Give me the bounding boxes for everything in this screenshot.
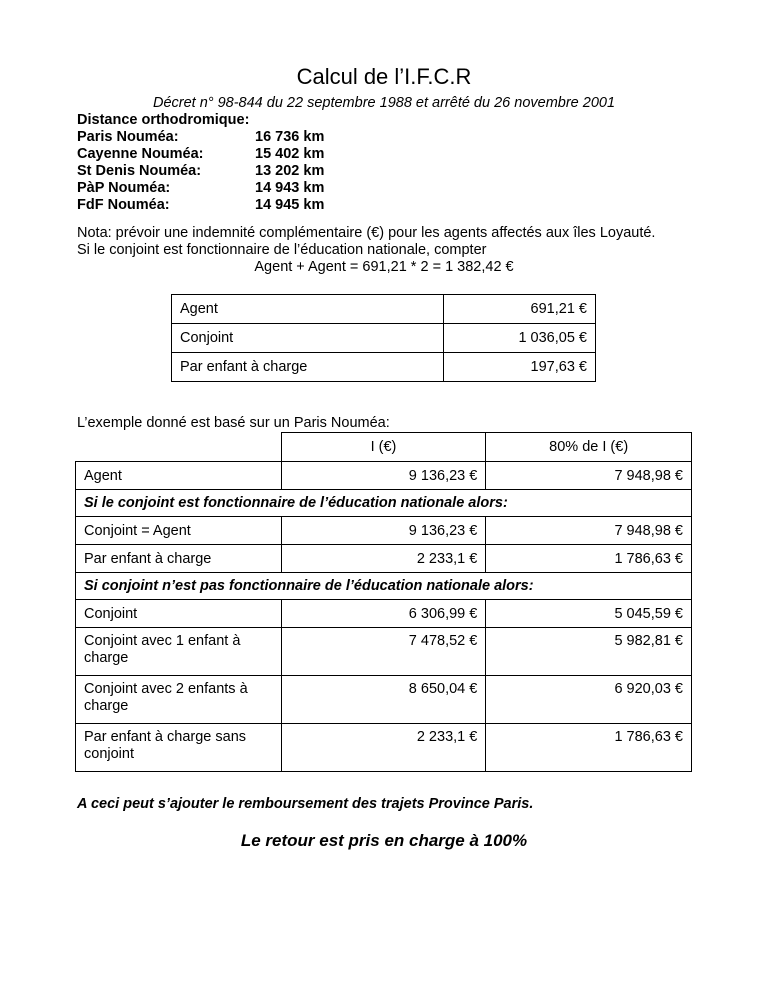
- value-i: 9 136,23 €: [281, 462, 486, 490]
- distance-row: [77, 129, 324, 146]
- footer-note: A ceci peut s’ajouter le remboursement des trajets Province Paris.: [77, 796, 534, 812]
- column-header-i: I (€): [281, 433, 486, 462]
- row-label: Agent: [76, 462, 282, 490]
- nota-line-1: Nota: prévoir une indemnité complémentaire (€) pour les agents affectés aux îles Loyauté.: [77, 225, 656, 241]
- table-row: [76, 600, 692, 628]
- value-i: 2 233,1 €: [281, 545, 486, 573]
- distance-row: [77, 146, 324, 163]
- value-80pct: 6 920,03 €: [486, 676, 692, 724]
- table-row: [172, 324, 596, 353]
- example-intro: L’exemple donné est basé sur un Paris Nouméa:: [77, 415, 390, 431]
- rate-value: 691,21 €: [444, 295, 596, 324]
- distance-label: PàP Nouméa:: [77, 180, 171, 196]
- rate-value: 1 036,05 €: [444, 324, 596, 353]
- value-i: 6 306,99 €: [281, 600, 486, 628]
- section-row: [76, 490, 692, 517]
- section-row: [76, 573, 692, 600]
- value-i: 7 478,52 €: [281, 628, 486, 676]
- table-row: [172, 295, 596, 324]
- distance-row: [77, 197, 324, 214]
- value-i: 2 233,1 €: [281, 724, 486, 772]
- distance-heading: Distance orthodromique:: [77, 112, 250, 128]
- page-title: Calcul de l’I.F.C.R: [296, 64, 472, 89]
- table-header-row: [76, 433, 692, 462]
- distance-value: 14 943 km: [255, 180, 325, 196]
- distance-value: 16 736 km: [255, 129, 325, 145]
- row-label: Conjoint avec 2 enfants à charge: [76, 676, 282, 724]
- distance-row: [77, 163, 324, 180]
- row-label: Conjoint avec 1 enfant à charge: [76, 628, 282, 676]
- table-row: [76, 724, 692, 772]
- rates-table: [171, 294, 596, 382]
- table-row: [172, 353, 596, 382]
- row-label: Conjoint = Agent: [76, 517, 282, 545]
- section-heading: Si conjoint n’est pas fonctionnaire de l’éducation nationale alors:: [76, 573, 692, 600]
- distance-block: [77, 112, 324, 214]
- nota-block: [77, 225, 717, 259]
- table-row: [76, 462, 692, 490]
- value-i: 8 650,04 €: [281, 676, 486, 724]
- table-row: [76, 545, 692, 573]
- footer-highlight: Le retour est pris en charge à 100%: [240, 831, 528, 850]
- rate-label: Conjoint: [172, 324, 444, 353]
- rate-label: Par enfant à charge: [172, 353, 444, 382]
- table-row: [76, 517, 692, 545]
- row-label: Conjoint: [76, 600, 282, 628]
- value-80pct: 7 948,98 €: [486, 517, 692, 545]
- value-80pct: 5 982,81 €: [486, 628, 692, 676]
- table-row: [76, 628, 692, 676]
- decree-subtitle: Décret n° 98-844 du 22 septembre 1988 et arrêté du 26 novembre 2001: [152, 95, 616, 111]
- rate-value: 197,63 €: [444, 353, 596, 382]
- nota-formula: Agent + Agent = 691,21 * 2 = 1 382,42 €: [254, 259, 514, 275]
- header-blank-cell: [76, 433, 282, 462]
- distance-row: [77, 180, 324, 197]
- distance-label: St Denis Nouméa:: [77, 163, 202, 179]
- distance-value: 14 945 km: [255, 197, 325, 213]
- row-label: Par enfant à charge: [76, 545, 282, 573]
- distance-label: Cayenne Nouméa:: [77, 146, 204, 162]
- column-header-80pct: 80% de I (€): [486, 433, 692, 462]
- example-table: [75, 432, 692, 772]
- distance-label: Paris Nouméa:: [77, 129, 179, 145]
- distance-label: FdF Nouméa:: [77, 197, 170, 213]
- row-label: Par enfant à charge sans conjoint: [76, 724, 282, 772]
- table-row: [76, 676, 692, 724]
- distance-value: 15 402 km: [255, 146, 325, 162]
- value-80pct: 7 948,98 €: [486, 462, 692, 490]
- value-i: 9 136,23 €: [281, 517, 486, 545]
- section-heading: Si le conjoint est fonctionnaire de l’éducation nationale alors:: [76, 490, 692, 517]
- value-80pct: 1 786,63 €: [486, 545, 692, 573]
- distance-value: 13 202 km: [255, 163, 325, 179]
- rate-label: Agent: [172, 295, 444, 324]
- value-80pct: 1 786,63 €: [486, 724, 692, 772]
- value-80pct: 5 045,59 €: [486, 600, 692, 628]
- nota-line-2: Si le conjoint est fonctionnaire de l’éducation nationale, compter: [77, 242, 487, 258]
